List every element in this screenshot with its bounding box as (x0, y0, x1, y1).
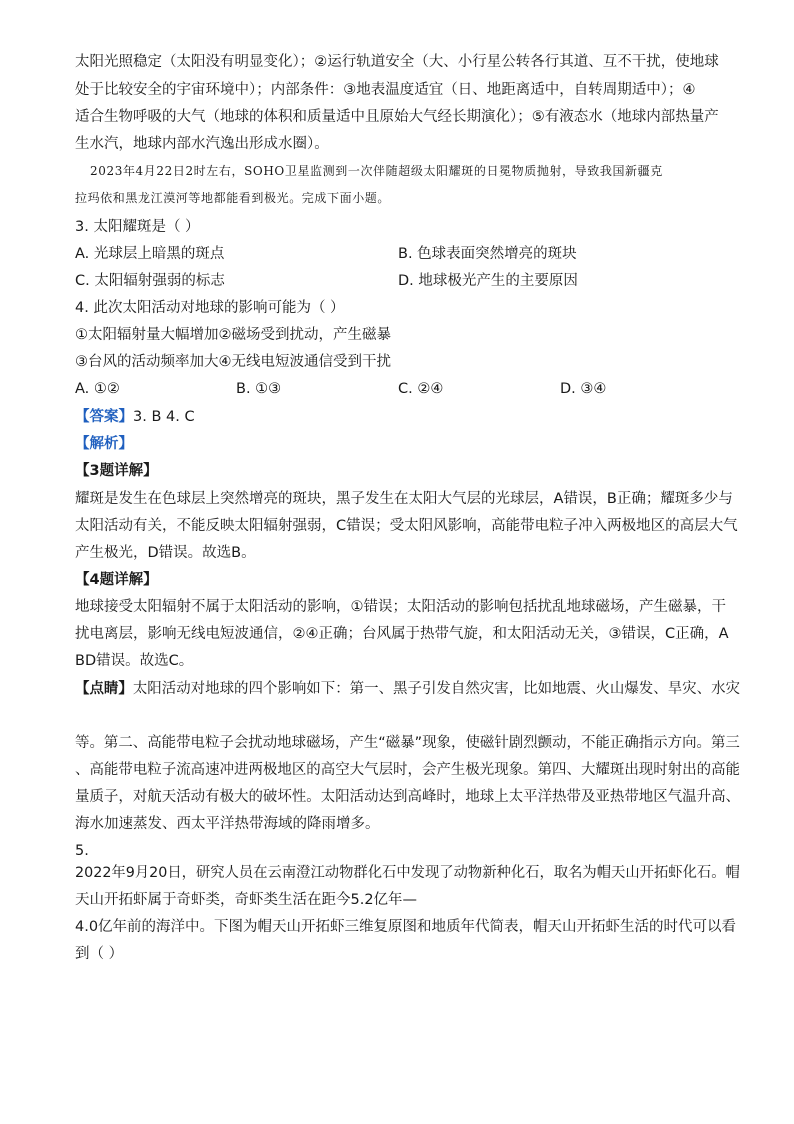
material-line-1: 2023年4月22日2时左右，SOHO卫星监测到一次伴随超级太阳耀斑的日冕物质抛射，导致我国新疆克 (90, 164, 663, 178)
q3-detail-line-3: 产生极光，D错误。故选B。 (75, 545, 256, 561)
answer-line (75, 407, 195, 427)
q4-option-b: B. ①③ (236, 381, 282, 397)
q3-detail-tag: 【3题详解】 (75, 463, 158, 479)
material-line-2: 拉玛依和黑龙江漠河等地都能看到极光。完成下面小题。 (75, 191, 391, 205)
q4-detail-line-3: BD错误。故选C。 (75, 653, 194, 669)
q4-option-a: A. ①② (75, 381, 120, 397)
q5-number: 5. (75, 843, 89, 859)
q3-option-c: C. 太阳辐射强弱的标志 (75, 273, 225, 289)
q5-line-2: 天山开拓虾属于奇虾类，奇虾类生活在距今5.2亿年— (75, 892, 418, 908)
answer-text: 3. B 4. C (133, 409, 195, 425)
q4-detail-line-2: 扰电离层，影响无线电短波通信，②④正确；台风属于热带气旋，和太阳活动无关，③错误，C正确，A (75, 626, 729, 642)
q5-line-1: 2022年9月20日，研究人员在云南澄江动物群化石中发现了动物新种化石，取名为帽天山开拓虾化石。帽 (75, 865, 740, 881)
q4-statements-1: ①太阳辐射量大幅增加②磁场受到扰动，产生磁暴 (75, 327, 391, 343)
key-point-line-3: 、高能带电粒子流高速冲进两极地区的高空大气层时，会产生极光现象。第四、大耀斑出现时射出的高能 (75, 762, 740, 778)
q4-stem: 4. 此次太阳活动对地球的影响可能为（ ） (75, 300, 345, 316)
intro-line-2: 处于比较安全的宇宙环境中）；内部条件：③地表温度适宜（日、地距离适中，自转周期适中）；④ (75, 82, 696, 98)
key-point-line-2: 等。第二、高能带电粒子会扰动地球磁场，产生“磁暴”现象，使磁针剧烈颤动，不能正确指示方向。第三 (75, 735, 740, 751)
intro-line-4: 生水汽，地球内部水汽逸出形成水圈）。 (75, 136, 329, 152)
analysis-tag: 【解析】 (75, 436, 133, 452)
q4-detail-tag: 【4题详解】 (75, 572, 158, 588)
q5-line-4: 到（ ） (75, 946, 124, 962)
key-point-line-5: 海水加速蒸发、西太平洋热带海域的降雨增多。 (75, 816, 380, 832)
q5-line-3: 4.0亿年前的海洋中。下图为帽天山开拓虾三维复原图和地质年代简表，帽天山开拓虾生活的时代可以看 (75, 919, 737, 935)
q3-detail-line-1: 耀斑是发生在色球层上突然增亮的斑块，黑子发生在太阳大气层的光球层，A错误，B正确；耀斑多少与 (75, 491, 733, 507)
key-point-first: 太阳活动对地球的四个影响如下：第一、黑子引发自然灾害，比如地震、火山爆发、旱灾、水灾 (132, 681, 740, 697)
intro-line-3: 适合生物呼吸的大气（地球的体积和质量适中且原始大气经长期演化）；⑤有液态水（地球内部热量产 (75, 109, 719, 125)
q4-option-d: D. ③④ (560, 381, 607, 397)
key-point-line-1 (75, 679, 740, 699)
q3-detail-line-2: 太阳活动有关，不能反映太阳辐射强弱，C错误；受太阳风影响，高能带电粒子冲入两极地区的高层大气 (75, 518, 738, 534)
q3-stem: 3. 太阳耀斑是（ ） (75, 219, 200, 235)
intro-line-1: 太阳光照稳定（太阳没有明显变化）；②运行轨道安全（大、小行星公转各行其道、互不干扰，使地球 (75, 54, 719, 70)
q3-option-a: A. 光球层上暗黑的斑点 (75, 246, 225, 262)
answer-tag: 【答案】 (75, 409, 133, 425)
q4-detail-line-1: 地球接受太阳辐射不属于太阳活动的影响，①错误；太阳活动的影响包括扰乱地球磁场，产生磁暴，干 (75, 599, 726, 615)
q3-option-d: D. 地球极光产生的主要原因 (398, 273, 578, 289)
key-point-line-4: 量质子，对航天活动有极大的破坏性。太阳活动达到高峰时，地球上太平洋热带及亚热带地区气温升高、 (75, 789, 740, 805)
key-point-tag: 【点睛】 (75, 681, 133, 697)
q4-statements-2: ③台风的活动频率加大④无线电短波通信受到干扰 (75, 354, 391, 370)
q4-option-c: C. ②④ (398, 381, 444, 397)
q3-option-b: B. 色球表面突然增亮的斑块 (398, 246, 577, 262)
